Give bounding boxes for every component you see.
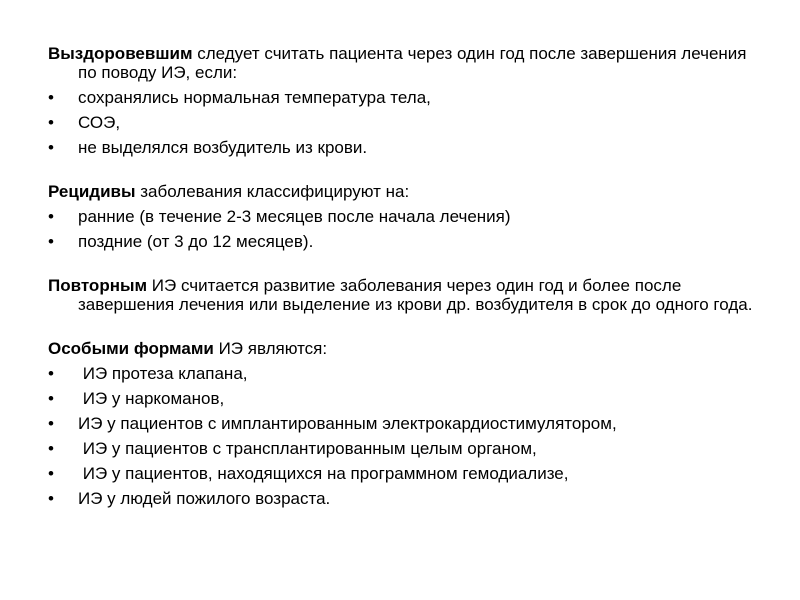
bullet-icon: • [48, 88, 54, 107]
section-recovered [48, 44, 768, 157]
list-item [48, 207, 768, 226]
list-item [48, 489, 768, 508]
list-item-text: ИЭ у людей пожилого возраста. [78, 489, 331, 508]
paragraph-recovered [48, 44, 768, 82]
bullet-icon: • [48, 138, 54, 157]
section-relapses [48, 182, 768, 251]
bullet-icon: • [48, 207, 54, 226]
paragraph-repeated [48, 276, 768, 314]
list-item [48, 439, 768, 458]
list-item-text: ИЭ протеза клапана, [78, 364, 248, 383]
slide-content [48, 44, 768, 533]
section-repeated [48, 276, 768, 314]
paragraph-repeated-text: ИЭ считается развитие заболевания через один год и более после завершения лечения или выделение из крови др. возбудителя в срок до одного года. [78, 276, 753, 314]
list-item [48, 464, 768, 483]
list-item-text: ИЭ у наркоманов, [78, 389, 225, 408]
list-item [48, 364, 768, 383]
bullet-icon: • [48, 439, 54, 458]
paragraph-special-forms [48, 339, 768, 358]
list-item-text: поздние (от 3 до 12 месяцев). [78, 232, 314, 251]
list-item [48, 389, 768, 408]
list-item-text: ИЭ у пациентов, находящихся на программном гемодиализе, [78, 464, 569, 483]
list-item [48, 414, 768, 433]
list-item [48, 88, 768, 107]
term-recovered: Выздоровевшим [48, 44, 193, 63]
paragraph-relapses [48, 182, 768, 201]
bullet-icon: • [48, 389, 54, 408]
list-item-text: ранние (в течение 2-3 месяцев после начала лечения) [78, 207, 511, 226]
term-relapses: Рецидивы [48, 182, 136, 201]
list-item-text: ИЭ у пациентов с трансплантированным целым органом, [78, 439, 537, 458]
list-item [48, 138, 768, 157]
bullet-icon: • [48, 364, 54, 383]
bullet-icon: • [48, 489, 54, 508]
bullet-icon: • [48, 113, 54, 132]
bullet-icon: • [48, 232, 54, 251]
list-item [48, 232, 768, 251]
paragraph-special-forms-text: ИЭ являются: [213, 339, 328, 358]
list-item-text: не выделялся возбудитель из крови. [78, 138, 368, 157]
bullet-icon: • [48, 414, 54, 433]
list-item [48, 113, 768, 132]
paragraph-relapses-text: заболевания классифицируют на: [135, 182, 410, 201]
term-special-forms: Особыми формами [48, 339, 214, 358]
section-special-forms [48, 339, 768, 508]
list-item-text: СОЭ, [78, 113, 121, 132]
paragraph-recovered-text: следует считать пациента через один год после завершения лечения по поводу ИЭ, если: [78, 44, 747, 82]
term-repeated: Повторным [48, 276, 148, 295]
list-item-text: ИЭ у пациентов с имплантированным электрокардиостимулятором, [78, 414, 617, 433]
bullet-icon: • [48, 464, 54, 483]
list-item-text: сохранялись нормальная температура тела, [78, 88, 431, 107]
